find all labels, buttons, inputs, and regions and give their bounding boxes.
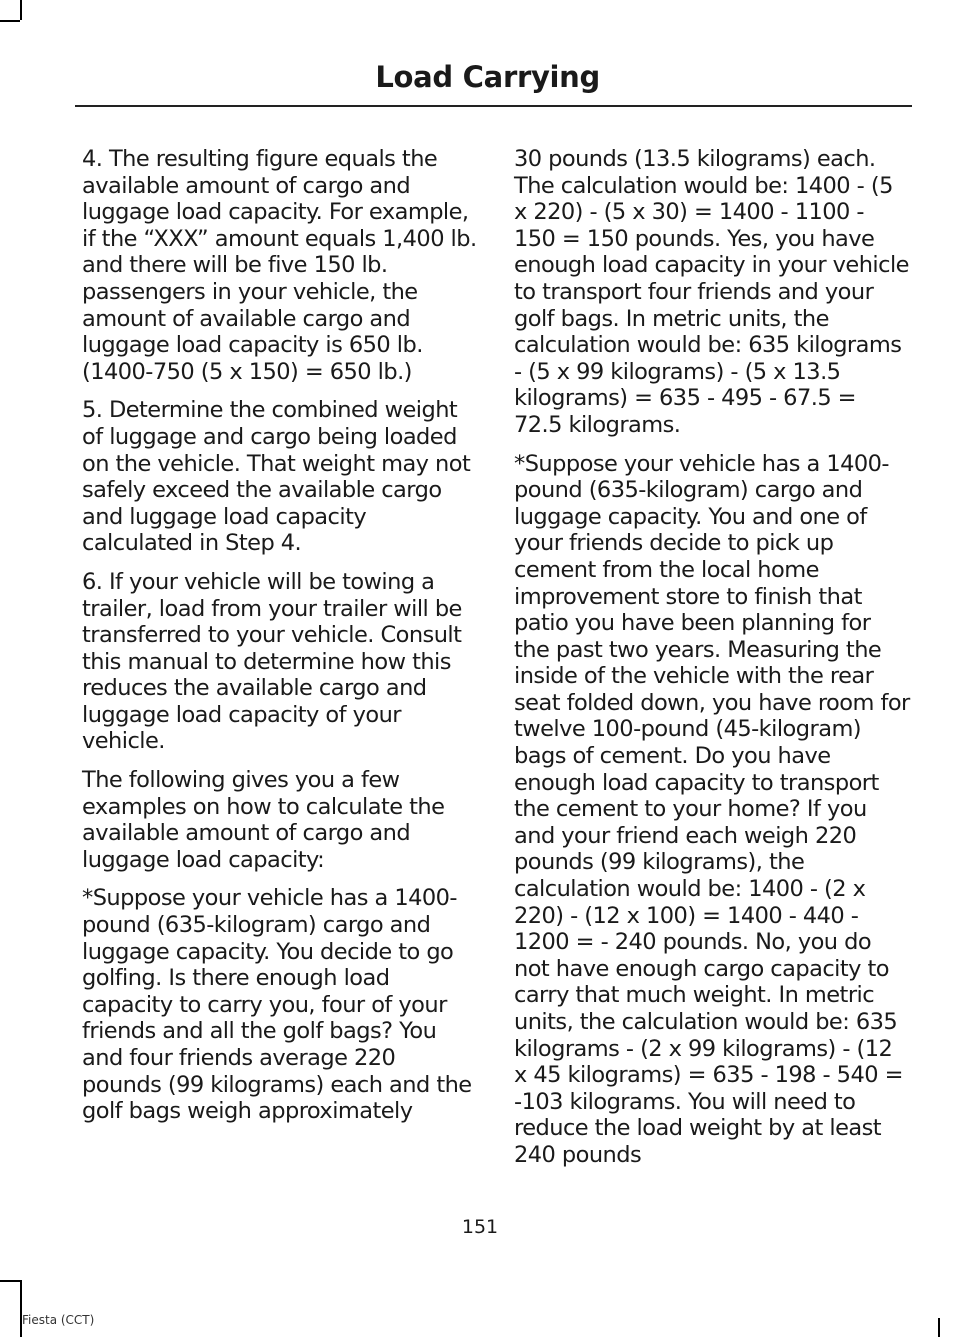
paragraph-step-4: 4. The resulting figure equals the available amount of cargo and luggage load capacity. For example, if the “XXX” amount equals 1,400 lb. and there will be five 150 lb. passengers in your vehicle, the amount of available cargo and luggage load capacity is 650 lb. (1400-750 (5 x 150) = 650 lb.) <box>82 146 477 385</box>
crop-mark-bottom-left-vertical <box>20 1280 22 1337</box>
crop-mark-top-left-horizontal <box>0 20 20 22</box>
crop-mark-bottom-right-vertical <box>938 1318 940 1337</box>
paragraph-step-6: 6. If your vehicle will be towing a trailer, load from your trailer will be transferred to your vehicle. Consult this manual to determine how this reduces the available cargo and luggage load capacity of your vehicle. <box>82 568 462 755</box>
header-divider <box>75 105 912 107</box>
crop-mark-top-left-vertical <box>20 0 22 20</box>
right-text-column <box>514 146 910 1181</box>
crop-mark-bottom-left-horizontal <box>0 1280 20 1282</box>
paragraph-golf-example-start: *Suppose your vehicle has a 1400-pound (635-kilogram) cargo and luggage capacity. You decide to go golfing. Is there enough load capacity to carry you, four of your friends and all the golf bags? You and four friends average 220 pounds (99 kilograms) each and the golf bags weigh approximately <box>82 885 472 1125</box>
paragraph-examples-intro: The following gives you a few examples on how to calculate the available amount of cargo and luggage load capacity: <box>82 767 445 873</box>
page-number: 151 <box>461 1216 499 1238</box>
left-text-column <box>82 146 477 1137</box>
paragraph-cement-example: *Suppose your vehicle has a 1400-pound (635-kilogram) cargo and luggage capacity. You and one of your friends decide to pick up cement from the local home improvement store to finish that patio you have been planning for the past two years. Measuring the inside of the vehicle with the rear seat folded down, you have room for twelve 100-pound (45-kilogram) bags of cement. Do you have enough load capacity to transport the cement to your home? If you and your friend each weigh 220 pounds (99 kilograms), the calculation would be: 1400 - (2 x 220) - (12 x 100) = 1400 - 440 - 1200 = - 240 pounds. No, you do not have enough cargo capacity to carry that much weight. In metric units, the calculation would be: 635 kilograms - (2 x 99 kilograms) - (12 x 45 kilograms) = 635 - 198 - 540 = -103 kilograms. You will need to reduce the load weight by at least 240 pounds <box>514 450 910 1168</box>
paragraph-step-5: 5. Determine the combined weight of luggage and cargo being loaded on the vehicle. That weight may not safely exceed the available cargo and luggage load capacity calculated in Step 4. <box>82 397 471 557</box>
paragraph-golf-example-end: 30 pounds (13.5 kilograms) each. The calculation would be: 1400 - (5 x 220) - (5 x 30) = 1400 - 1100 - 150 = 150 pounds. Yes, you have enough load capacity in your vehicle to transport four friends and your golf bags. In metric units, the calculation would be: 635 kilograms - (5 x 99 kilograms) - (5 x 13.5 kilograms) = 635 - 495 - 67.5 = 72.5 kilograms. <box>514 146 909 438</box>
vehicle-model-label: Fiesta (CCT) <box>22 1313 95 1327</box>
page-section-title: Load Carrying <box>375 60 600 94</box>
